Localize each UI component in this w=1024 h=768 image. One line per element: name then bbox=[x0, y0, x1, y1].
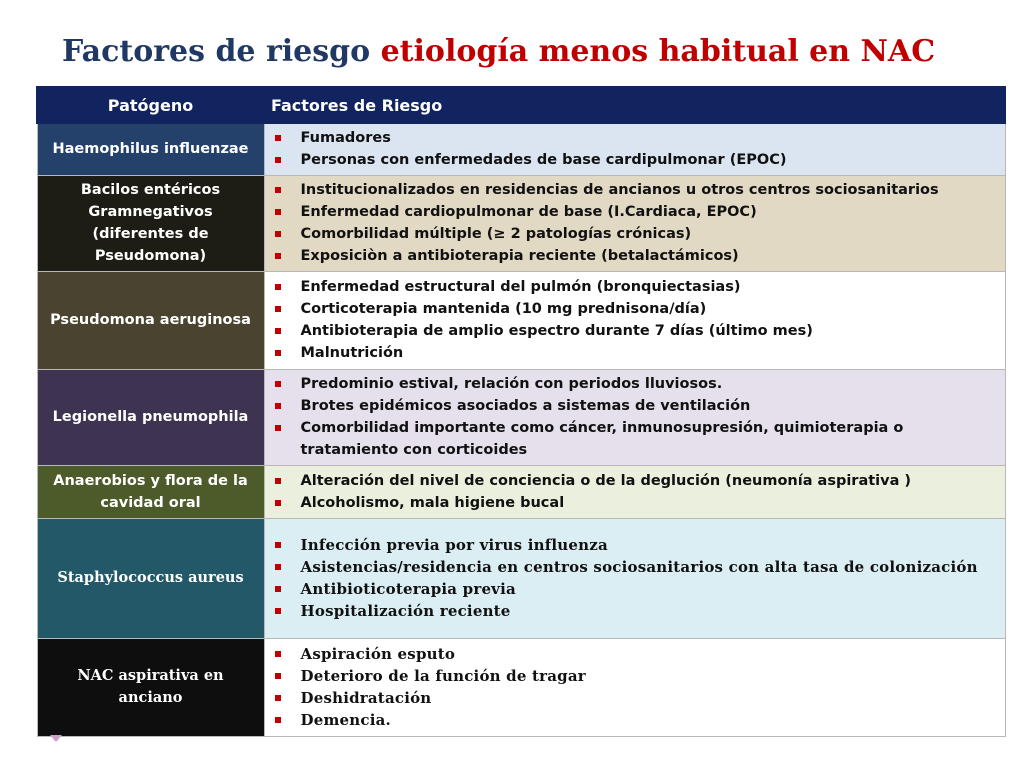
slide-corner-mark bbox=[50, 735, 62, 742]
risk-factor-list bbox=[273, 276, 999, 364]
risk-factor-text: Predominio estival, relación con periodos lluviosos. bbox=[300, 376, 723, 392]
risk-factor-list bbox=[273, 470, 999, 514]
table-row bbox=[37, 369, 1005, 465]
risk-factor-text: Antibioterapia de amplio espectro durante 7 días (último mes) bbox=[300, 323, 813, 339]
risk-factor-text: Malnutrición bbox=[300, 345, 404, 361]
square-bullet-icon bbox=[275, 500, 281, 506]
list-item bbox=[273, 665, 999, 687]
list-item bbox=[273, 373, 999, 395]
square-bullet-icon bbox=[275, 542, 281, 548]
risk-factor-text: Comorbilidad importante como cáncer, inmunosupresión, quimioterapia o tratamiento con corticoides bbox=[300, 420, 904, 458]
risk-factor-text: Alcoholismo, mala higiene bucal bbox=[300, 494, 565, 511]
risk-factor-text: Aspiración esputo bbox=[300, 645, 456, 663]
pathogen-cell: Anaerobios y flora de la cavidad oral bbox=[37, 465, 264, 518]
pathogen-cell: Haemophilus influenzae bbox=[37, 123, 264, 175]
risk-factor-list bbox=[273, 534, 999, 622]
list-item bbox=[273, 342, 999, 364]
pathogen-cell: Pseudomona aeruginosa bbox=[37, 271, 264, 369]
risk-factors-cell bbox=[264, 638, 1005, 736]
risk-factor-text: Exposiciòn a antibioterapia reciente (betalactámicos) bbox=[300, 248, 739, 264]
table-row bbox=[37, 465, 1005, 518]
square-bullet-icon bbox=[275, 284, 281, 290]
risk-factors-cell bbox=[264, 123, 1005, 175]
risk-factors-cell bbox=[264, 369, 1005, 465]
risk-factors-cell bbox=[264, 175, 1005, 271]
list-item bbox=[273, 223, 999, 245]
list-item bbox=[273, 149, 999, 171]
square-bullet-icon bbox=[275, 651, 281, 657]
square-bullet-icon bbox=[275, 608, 281, 614]
table-row bbox=[37, 638, 1005, 736]
list-item bbox=[273, 127, 999, 149]
risk-factor-text: Infección previa por virus influenza bbox=[300, 536, 608, 554]
list-item bbox=[273, 578, 999, 600]
list-item bbox=[273, 470, 999, 492]
risk-factor-text: Corticoterapia mantenida (10 mg prednisona/día) bbox=[300, 301, 707, 317]
risk-factor-list bbox=[273, 643, 999, 731]
list-item bbox=[273, 556, 999, 578]
risk-factor-text: Demencia. bbox=[300, 711, 391, 729]
list-item bbox=[273, 179, 999, 201]
table-row bbox=[37, 518, 1005, 638]
pathogen-cell: Bacilos entéricos Gramnegativos (diferentes de Pseudomona) bbox=[37, 175, 264, 271]
pathogen-cell: NAC aspirativa en anciano bbox=[37, 638, 264, 736]
square-bullet-icon bbox=[275, 157, 281, 163]
square-bullet-icon bbox=[275, 695, 281, 701]
square-bullet-icon bbox=[275, 478, 281, 484]
square-bullet-icon bbox=[275, 135, 281, 141]
header-pathogen: Patógeno bbox=[37, 87, 264, 123]
risk-factors-cell bbox=[264, 518, 1005, 638]
list-item bbox=[273, 643, 999, 665]
square-bullet-icon bbox=[275, 717, 281, 723]
square-bullet-icon bbox=[275, 381, 281, 387]
risk-factor-text: Antibioticoterapia previa bbox=[300, 580, 516, 598]
list-item bbox=[273, 320, 999, 342]
list-item bbox=[273, 417, 999, 461]
header-risk-factors: Factores de Riesgo bbox=[264, 87, 1005, 123]
list-item bbox=[273, 709, 999, 731]
page-title bbox=[62, 34, 935, 69]
risk-factor-text: Deterioro de la función de tragar bbox=[300, 667, 586, 685]
risk-factors-cell bbox=[264, 465, 1005, 518]
table-row bbox=[37, 271, 1005, 369]
risk-factor-text: Institucionalizados en residencias de ancianos u otros centros sociosanitarios bbox=[300, 182, 939, 198]
table-row bbox=[37, 175, 1005, 271]
square-bullet-icon bbox=[275, 328, 281, 334]
title-part-blue: Factores de riesgo bbox=[62, 34, 371, 69]
risk-factor-text: Fumadores bbox=[300, 130, 391, 147]
list-item bbox=[273, 276, 999, 298]
pathogen-cell: Staphylococcus aureus bbox=[37, 518, 264, 638]
square-bullet-icon bbox=[275, 673, 281, 679]
square-bullet-icon bbox=[275, 187, 281, 193]
risk-factor-text: Enfermedad cardiopulmonar de base (I.Cardiaca, EPOC) bbox=[300, 204, 757, 220]
list-item bbox=[273, 298, 999, 320]
risk-factor-text: Personas con enfermedades de base cardipulmonar (EPOC) bbox=[300, 152, 787, 169]
square-bullet-icon bbox=[275, 253, 281, 259]
risk-factors-table bbox=[36, 86, 1006, 737]
list-item bbox=[273, 534, 999, 556]
square-bullet-icon bbox=[275, 425, 281, 431]
risk-factor-list bbox=[273, 179, 999, 267]
title-part-red: etiología menos habitual en NAC bbox=[380, 34, 936, 69]
list-item bbox=[273, 201, 999, 223]
risk-factor-list bbox=[273, 127, 999, 171]
risk-factors-cell bbox=[264, 271, 1005, 369]
list-item bbox=[273, 492, 999, 514]
square-bullet-icon bbox=[275, 403, 281, 409]
risk-factor-text: Comorbilidad múltiple (≥ 2 patologías crónicas) bbox=[300, 226, 692, 242]
square-bullet-icon bbox=[275, 564, 281, 570]
risk-factor-text: Asistencias/residencia en centros sociosanitarios con alta tasa de colonización bbox=[300, 558, 978, 576]
risk-factor-text: Hospitalización reciente bbox=[300, 602, 511, 620]
square-bullet-icon bbox=[275, 586, 281, 592]
square-bullet-icon bbox=[275, 231, 281, 237]
list-item bbox=[273, 600, 999, 622]
risk-factor-text: Brotes epidémicos asociados a sistemas de ventilación bbox=[300, 398, 751, 414]
risk-factor-text: Deshidratación bbox=[300, 689, 432, 707]
list-item bbox=[273, 245, 999, 267]
list-item bbox=[273, 687, 999, 709]
list-item bbox=[273, 395, 999, 417]
pathogen-cell: Legionella pneumophila bbox=[37, 369, 264, 465]
table-header-row bbox=[37, 87, 1005, 123]
table-row bbox=[37, 123, 1005, 175]
risk-factor-text: Enfermedad estructural del pulmón (bronquiectasias) bbox=[300, 279, 741, 295]
square-bullet-icon bbox=[275, 306, 281, 312]
square-bullet-icon bbox=[275, 209, 281, 215]
square-bullet-icon bbox=[275, 350, 281, 356]
risk-factor-text: Alteración del nivel de conciencia o de la deglución (neumonía aspirativa ) bbox=[300, 472, 912, 489]
risk-factor-list bbox=[273, 373, 999, 461]
